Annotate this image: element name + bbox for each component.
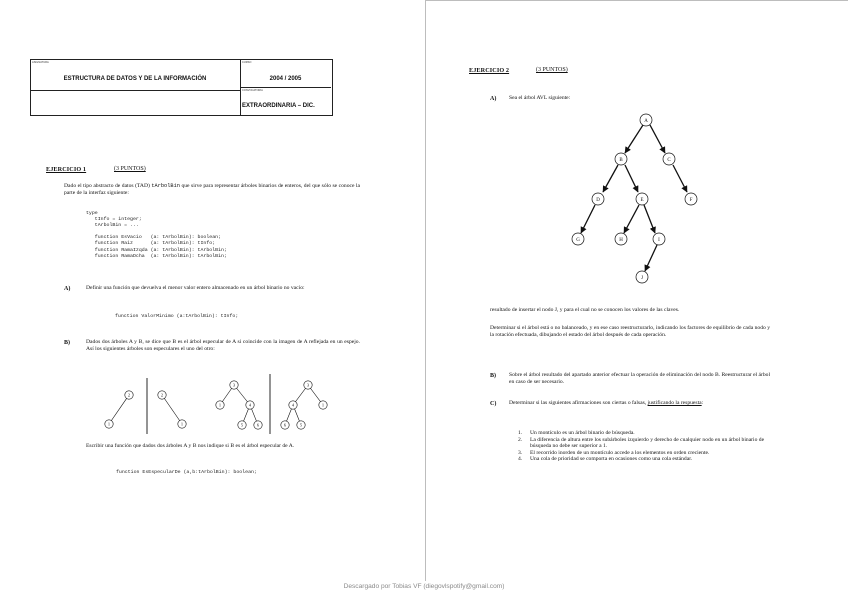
avl-tree-figure [566,111,716,291]
list-item: 2. La diferencia de altura entre los subárboles izquierdo y derecho de cualquier nodo en un árbol binario de búsqueda no debe ser superior a 1. [518,436,765,450]
statements-list [518,430,770,463]
list-item: 4. Una cola de prioridad se comporta en ocasiones como una cola estándar. [518,456,693,463]
tree-node-label: 5 [240,422,244,428]
mirror-trees-figure [95,372,360,434]
avl-node-label: C [667,157,671,163]
exercise-2-title: EJERCICIO 2 [469,67,510,74]
ex2-para2: Determinar si el árbol está o no balanceado, y en ese caso reestructurarlo, indicando los factores de equilibrio de cada nodo y la rotación efectuada, dibujando el estado del árbol después de cada operación. [490,325,770,339]
asignatura-label: ASIGNATURA [32,61,49,64]
convocatoria-value: EXTRAORDINARIA – DIC. [242,103,315,109]
interface-code: type tInfo = integer; tArbolBin = ... function EsVacio (a: tArbolBin): boolean; function Raiz (a: tArbolBin): tInfo; function RamaIzqda (a: tArbolBin): tArbolBin; function RamaDcha (a: tArbolBin): tArbolBin; [86,211,227,259]
exam-page-left [0,0,424,580]
tree-node-label: 3 [232,382,236,388]
tree-node-label: 1 [321,402,325,408]
tree-node-label: 4 [248,402,252,408]
ex1-a-label: A) [64,286,71,292]
list-item: 1. Un montículo es un árbol binario de búsqueda. [518,430,635,436]
avl-node-label: F [689,197,693,203]
avl-node-label: D [596,197,600,203]
exam-page-right [425,0,848,581]
avl-edge [644,205,655,233]
subject-title: ESTRUCTURA DE DATOS Y DE LA INFORMACIÓN [63,76,207,82]
avl-edge [624,205,639,233]
curso-label: CURSO [242,61,252,64]
avl-edge [673,165,687,192]
tree-node-label: 4 [291,402,295,408]
ex2-after-tree: resultado de insertar el nodo J, y para el cual no se conocen los valores de las claves. [490,307,680,313]
avl-node-label: H [619,237,623,243]
ex2-c-label: C) [490,401,497,407]
exercise-1-intro: Dado el tipo abstracto de datos (TAD) tArbolBin que sirve para representar árboles binarios de enteros, del que sólo se conoce la parte de la interfaz siguiente: [64,183,361,197]
ex1-b-code: function EsEspecularDe (a,b:tArbolBin): boolean; [116,470,257,475]
ex2-c-text: Determinar si las siguientes afirmaciones son ciertas o falsas, justificando la respuesta: [509,400,704,406]
exercise-1-title: EJERCICIO 1 [46,166,87,173]
ex2-b-text: Sobre el árbol resultado del apartado anterior efectuar la operación de eliminación del nodo B. Reestructurar el árbol en caso de ser necesario. [509,372,770,386]
tree-node-label: 1 [218,402,222,408]
ex2-a-label: A) [490,96,497,102]
avl-edge [581,205,595,233]
tree-edge [109,392,131,424]
tree-node-label: 6 [283,422,287,428]
tree-node-label: 3 [306,382,310,388]
tree-node-label: 6 [256,422,260,428]
avl-node-label: B [619,157,623,163]
avl-edge [645,245,657,271]
course-year: 2004 / 2005 [269,76,302,82]
tree-node-label: 1 [180,421,184,427]
convocatoria-label: CONVOCATORIA [242,89,263,92]
tree-node-label: 2 [160,392,164,398]
ex2-a-text: Sea el árbol AVL siguiente: [509,95,571,101]
avl-edge [603,165,618,192]
ex1-b-text: Dados dos árboles A y B, se dice que B es el árbol especular de A si coincide con la imagen de A reflejada en un espejo. Así los siguientes árboles son especulares el uno del otro: [86,339,360,353]
exercise-2-points: (3 PUNTOS) [536,67,568,73]
avl-node-label: G [576,237,580,243]
ex1-b-label: B) [64,340,70,346]
ex1-a-text: Definir una función que devuelva el menor valor entero almacenado en un árbol binario no vacío: [86,285,305,291]
ex1-b-text2: Escribir una función que dados dos árboles A y B nos indique si B es el árbol especular de A. [86,443,295,449]
ex2-b-label: B) [490,373,496,379]
tree-node-label: 1 [107,421,111,427]
exercise-1-points: (3 PUNTOS) [114,166,146,172]
list-item: 3. El recorrido inorden de un montículo accede a los elementos en orden creciente. [518,449,710,456]
download-footer: Descargado por Tobias VF (diegovlspotify@gmail.com) [343,583,505,590]
tree-node-label: 5 [299,422,303,428]
ex1-a-code: function ValorMinimo (a:tArbolBin): tInfo; [115,314,239,319]
avl-edge [650,125,665,153]
avl-node-label: J [641,275,643,281]
avl-node-label: E [640,197,644,203]
avl-node-label: I [658,237,660,243]
tree-node-label: 2 [127,392,131,398]
avl-node-label: A [644,118,648,124]
tree-edge [160,392,182,424]
avl-edge [625,165,638,192]
avl-edge [625,125,643,153]
